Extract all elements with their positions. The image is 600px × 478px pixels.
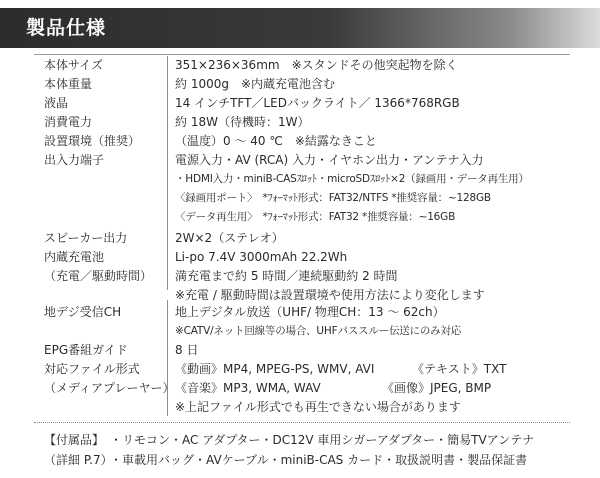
spec-row-io: [0, 151, 600, 170]
spec-row-power: [0, 113, 600, 132]
spec-value: 〈録画用ポート〉 *ﾌｫｰﾏｯﾄ形式：FAT32/NTFS *推奨容量：~128GB: [175, 192, 491, 204]
spec-value: 《テキスト》TXT: [412, 362, 507, 376]
spec-row-weight: [0, 75, 600, 94]
spec-value: ※充電 / 駆動時間は設置環境や使用方法により変化します: [175, 288, 485, 302]
spec-value: 満充電まで約 5 時間／連続駆動約 2 時間: [175, 269, 398, 283]
spec-row-format-note: [0, 398, 600, 417]
spec-value: ※上記ファイル形式でも再生できない場合があります: [175, 400, 461, 414]
spec-value: 電源入力・AV (RCA) 入力・イヤホン出力・アンテナ入力: [175, 153, 484, 167]
spec-value: ※CATV/ネット回線等の場合、UHFパススルー伝送にのみ対応: [175, 325, 462, 337]
spec-row-epg: [0, 341, 600, 360]
spec-value: 2W×2（ステレオ）: [175, 231, 284, 245]
spec-label: 消費電力: [44, 115, 93, 129]
spec-value: 約 1000g ※内蔵充電池含む: [175, 77, 336, 91]
spec-row-speaker: [0, 229, 600, 248]
spec-value: 8 日: [175, 343, 199, 357]
spec-label: 本体重量: [44, 77, 93, 91]
spec-value: （温度）0 ～ 40 ℃ ※結露なきこと: [175, 134, 377, 148]
spec-value: 〈データ再生用〉 *ﾌｫｰﾏｯﾄ形式：FAT32 *推奨容量：~16GB: [175, 211, 456, 223]
spec-row-format: [0, 360, 600, 379]
spec-label: 出入力端子: [44, 153, 105, 167]
spec-label: スピーカー出力: [44, 231, 128, 245]
spec-row-io-cont: [0, 170, 600, 189]
top-divider: [34, 54, 570, 55]
spec-row-dtv: [0, 303, 600, 322]
accessories-divider: [34, 422, 570, 423]
spec-row-dtv-cont: [0, 322, 600, 341]
spec-value: Li-po 7.4V 3000mAh 22.2Wh: [175, 250, 348, 264]
spec-row-size: [0, 56, 600, 75]
spec-label: 本体サイズ: [44, 58, 104, 72]
spec-row-environment: [0, 132, 600, 151]
spec-value: 14 インチTFT／LEDバックライト／ 1366*768RGB: [175, 96, 460, 110]
spec-row-charge: [0, 267, 600, 286]
spec-row-battery: [0, 248, 600, 267]
spec-value: 《動画》MP4, MPEG-PS, WMV, AVI: [175, 362, 375, 376]
spec-value: 約 18W（待機時：1W）: [175, 115, 310, 129]
spec-row-io-cont: [0, 189, 600, 208]
accessories-row: [0, 450, 600, 470]
spec-label: 地デジ受信CH: [44, 305, 122, 319]
spec-row-lcd: [0, 94, 600, 113]
spec-value: 地上デジタル放送（UHF/ 物理CH：13 ～ 62ch）: [175, 305, 445, 319]
spec-value: 《画像》JPEG, BMP: [382, 381, 492, 395]
accessories-detail-label: （詳細 P.7）: [44, 453, 113, 467]
spec-label: 液晶: [44, 96, 69, 110]
spec-value: 351×236×36mm ※スタンドその他突起物を除く: [175, 58, 458, 72]
accessories-row: [0, 430, 600, 450]
accessories-items: ・リモコン・AC アダプター・DC12V 車用シガーアダプター・簡易TVアンテナ: [110, 433, 535, 447]
spec-label: EPG番組ガイド: [44, 343, 128, 357]
spec-value: ・HDMI入力・miniB-CASｽﾛｯﾄ・microSDｽﾛｯﾄ×2（録画用・データ再生用）: [175, 173, 529, 185]
spec-label: 内蔵充電池: [44, 250, 105, 264]
page-title: 製品仕様: [26, 17, 107, 39]
title-bar: [0, 8, 600, 48]
spec-label: 設置環境（推奨）: [44, 134, 141, 148]
spec-label: 対応ファイル形式: [44, 362, 140, 376]
spec-value: 《音楽》MP3, WMA, WAV: [175, 381, 321, 395]
accessories-label: 【付属品】: [44, 433, 105, 447]
spec-row-format-cont: [0, 379, 600, 398]
spec-row-io-cont: [0, 208, 600, 227]
spec-label: （充電／駆動時間）: [44, 269, 153, 283]
spec-label: （メディアプレーヤー）: [44, 381, 175, 395]
accessories-items: ・車載用バッグ・AVケーブル・miniB-CAS カード・取扱説明書・製品保証書: [110, 453, 528, 467]
